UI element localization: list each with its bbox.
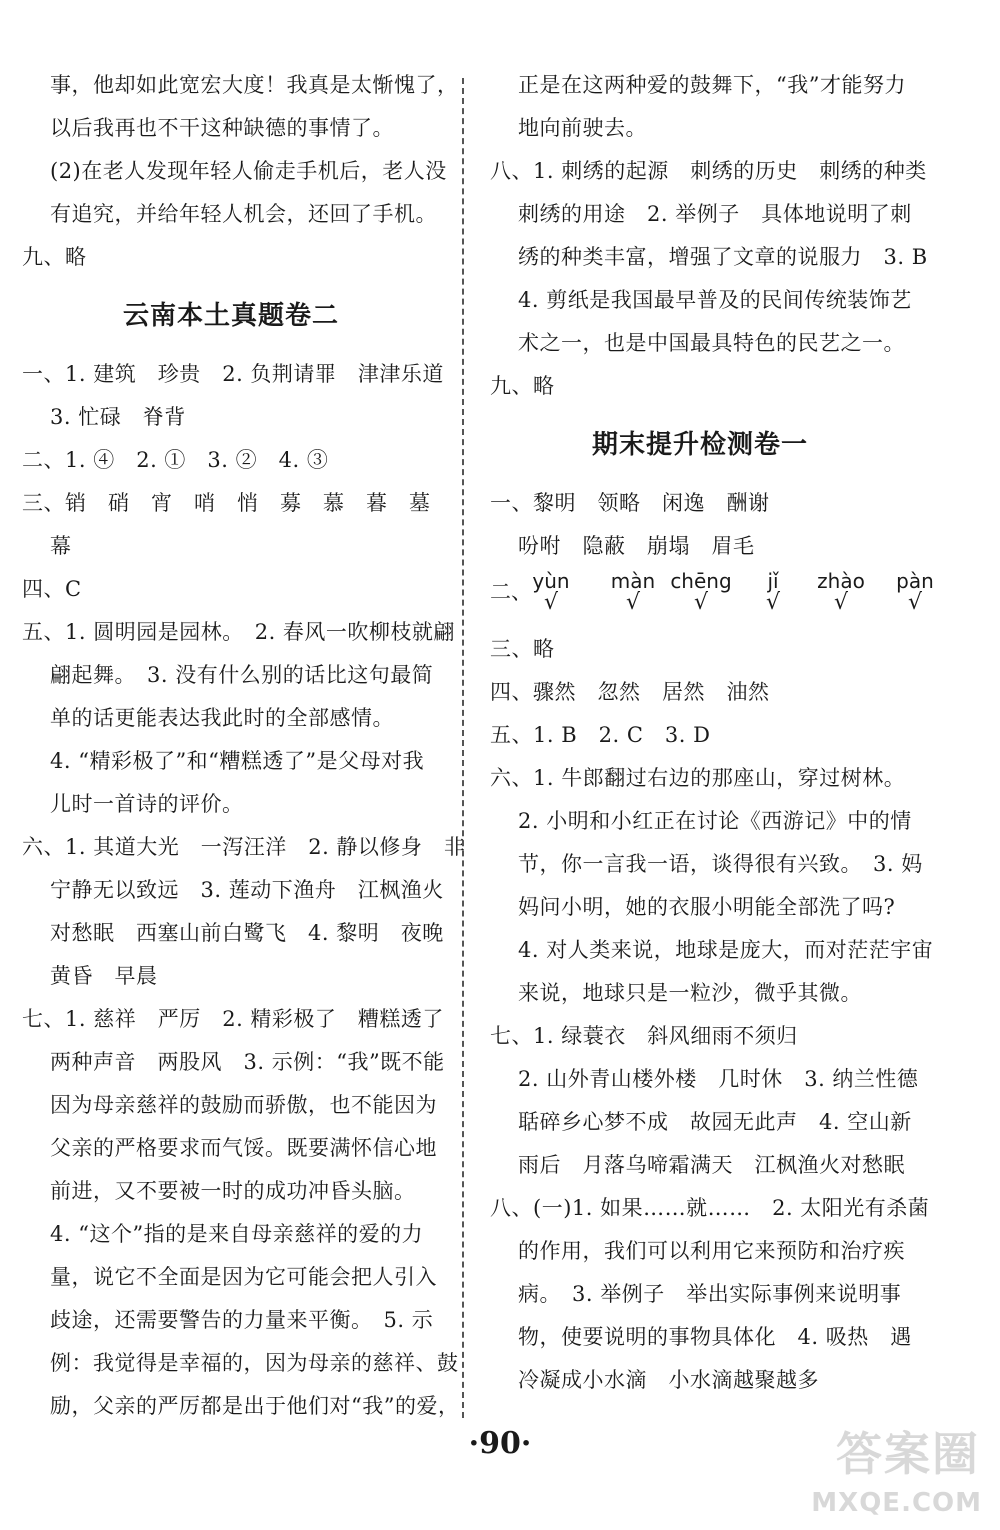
pinyin-text: pàn <box>896 569 934 593</box>
answer-line: 地向前驶去。 <box>518 116 647 140</box>
answer-line: 雨后 月落乌啼霜满天 江枫渔火对愁眠 <box>518 1153 905 1177</box>
right-answer-block-1 <box>490 64 928 408</box>
left-answer-block-1 <box>22 64 459 279</box>
answer-line: 冷凝成小水滴 小水滴越聚越多 <box>518 1368 819 1392</box>
watermark-logo <box>811 1412 986 1522</box>
answer-line: 两种声音 两股风 3. 示例：“我”既不能 <box>50 1050 445 1074</box>
pinyin-item <box>806 568 876 615</box>
page-number: ·90· <box>468 1426 532 1461</box>
answer-line: 病。 3. 举例子 举出实际事例来说明事 <box>518 1282 902 1306</box>
check-mark-icon: √ <box>693 590 709 615</box>
answer-line: 宁静无以致远 3. 莲动下渔舟 江枫渔火 <box>50 878 444 902</box>
pinyin-item <box>666 568 736 615</box>
answer-line: 二、1. ④ 2. ① 3. ② 4. ③ <box>22 448 329 472</box>
answer-line: 单的话更能表达我此时的全部感情。 <box>50 706 394 730</box>
answer-line: 四、C <box>22 577 82 601</box>
check-mark-icon: √ <box>625 590 641 615</box>
answer-line: 吩咐 隐蔽 崩塌 眉毛 <box>518 534 755 558</box>
answer-line: 绣的种类丰富，增强了文章的说服力 3. B <box>518 245 928 269</box>
answer-line: 刺绣的用途 2. 举例子 具体地说明了刺 <box>518 202 912 226</box>
answer-line: 励，父亲的严厉都是出于他们对“我”的爱， <box>50 1394 460 1418</box>
pinyin-question-label: 二、 <box>490 580 532 604</box>
answer-line: 八、1. 刺绣的起源 刺绣的历史 刺绣的种类 <box>490 159 927 183</box>
answer-line: 4. “精彩极了”和“糟糕透了”是父母对我 <box>50 749 425 773</box>
answer-line: 七、1. 慈祥 严厉 2. 精彩极了 糟糕透了 <box>22 1007 444 1031</box>
answer-line: 儿时一首诗的评价。 <box>50 792 244 816</box>
check-mark-icon: √ <box>833 590 849 615</box>
answer-line: 四、骤然 忽然 居然 油然 <box>490 680 770 704</box>
check-mark-icon: √ <box>543 590 559 615</box>
pinyin-text: zhào <box>817 569 865 593</box>
answer-line: 三、略 <box>490 637 555 661</box>
answer-line: 例：我觉得是幸福的，因为母亲的慈祥、鼓 <box>50 1351 459 1375</box>
pinyin-answer-row <box>490 568 934 628</box>
answer-line: (2)在老人发现年轻人偷走手机后，老人没 <box>50 159 447 183</box>
check-mark-icon: √ <box>907 590 923 615</box>
right-answer-block-2 <box>490 482 910 568</box>
column-divider <box>462 78 464 1418</box>
pinyin-item <box>738 568 808 615</box>
answer-line: 聒碎乡心梦不成 故园无此声 4. 空山新 <box>518 1110 912 1134</box>
answer-line: 正是在这两种爱的鼓舞下，“我”才能努力 <box>518 73 906 97</box>
answer-line: 五、1. B 2. C 3. D <box>490 723 711 747</box>
pinyin-text: chēng <box>670 569 732 593</box>
left-answer-block-2 <box>22 353 466 1428</box>
answer-line: 歧途，还需要警告的力量来平衡。 5. 示 <box>50 1308 434 1332</box>
watermark-bottom-text: MXQE.COM <box>811 1488 982 1518</box>
pinyin-text: yùn <box>532 569 570 593</box>
answer-line: 七、1. 绿蓑衣 斜风细雨不须归 <box>490 1024 798 1048</box>
answer-line: 对愁眠 西塞山前白鹭飞 4. 黎明 夜晚 <box>50 921 444 945</box>
answer-line: 黄昏 早晨 <box>50 964 158 988</box>
answer-line: 有追究，并给年轻人机会，还回了手机。 <box>50 202 437 226</box>
answer-line: 妈问小明，她的衣服小明能全部洗了吗? <box>518 895 896 919</box>
answer-line: 五、1. 圆明园是园林。 2. 春风一吹柳枝就翩 <box>22 620 455 644</box>
check-mark-icon: √ <box>765 590 781 615</box>
answer-line: 翩起舞。 3. 没有什么别的话比这句最简 <box>50 663 434 687</box>
answer-line: 九、略 <box>22 245 87 269</box>
answer-line: 父亲的严格要求而气馁。既要满怀信心地 <box>50 1136 437 1160</box>
right-column <box>490 64 934 1402</box>
answer-line: 来说，地球只是一粒沙，微乎其微。 <box>518 981 862 1005</box>
answer-line: 术之一，也是中国最具特色的民艺之一。 <box>518 331 905 355</box>
answer-line: 一、黎明 领略 闲逸 酬谢 <box>490 491 770 515</box>
right-answer-block-3 <box>490 628 934 1402</box>
answer-line: 因为母亲慈祥的鼓励而骄傲，也不能因为 <box>50 1093 437 1117</box>
answer-line: 一、1. 建筑 珍贵 2. 负荆请罪 津津乐道 <box>22 362 444 386</box>
answer-line: 4. “这个”指的是来自母亲慈祥的爱的力 <box>50 1222 424 1246</box>
answer-line: 六、1. 其道大光 一泻汪洋 2. 静以修身 非 <box>22 835 466 859</box>
answer-line: 4. 对人类来说，地球是庞大，而对茫茫宇宙 <box>518 938 934 962</box>
answer-line: 六、1. 牛郎翻过右边的那座山，穿过树林。 <box>490 766 906 790</box>
answer-line: 节，你一言我一语，谈得很有兴致。 3. 妈 <box>518 852 923 876</box>
answer-line: 2. 小明和小红正在讨论《西游记》中的情 <box>518 809 912 833</box>
answer-line: 2. 山外青山楼外楼 几时休 3. 纳兰性德 <box>518 1067 919 1091</box>
answer-line: 事，他却如此宽宏大度！我真是太惭愧了， <box>50 73 459 97</box>
answer-line: 前进，又不要被一时的成功冲昏头脑。 <box>50 1179 416 1203</box>
left-column <box>22 64 466 1428</box>
pinyin-text: màn <box>610 569 656 593</box>
pinyin-item <box>516 568 586 615</box>
answer-line: 八、(一)1. 如果……就…… 2. 太阳光有杀菌 <box>490 1196 930 1220</box>
answer-line: 三、销 硝 宵 哨 悄 募 慕 暮 墓 <box>22 491 431 515</box>
watermark-top-text: 答案圈 <box>836 1427 980 1481</box>
answer-line: 4. 剪纸是我国最早普及的民间传统装饰艺 <box>518 288 912 312</box>
answer-line: 的作用，我们可以利用它来预防和治疗疾 <box>518 1239 905 1263</box>
pinyin-text: jǐ <box>767 569 779 593</box>
answer-line: 物，使要说明的事物具体化 4. 吸热 遇 <box>518 1325 912 1349</box>
answer-line: 以后我再也不干这种缺德的事情了。 <box>50 116 394 140</box>
answer-line: 九、略 <box>490 374 555 398</box>
answer-line: 幕 <box>50 534 72 558</box>
section-title-yunnan: 云南本土真题卷二 <box>122 301 339 331</box>
section-title-final-exam: 期末提升检测卷一 <box>591 430 808 460</box>
pinyin-item <box>880 568 950 615</box>
answer-line: 量，说它不全面是因为它可能会把人引入 <box>50 1265 437 1289</box>
pinyin-item <box>598 568 668 615</box>
answer-line: 3. 忙碌 脊背 <box>50 405 186 429</box>
